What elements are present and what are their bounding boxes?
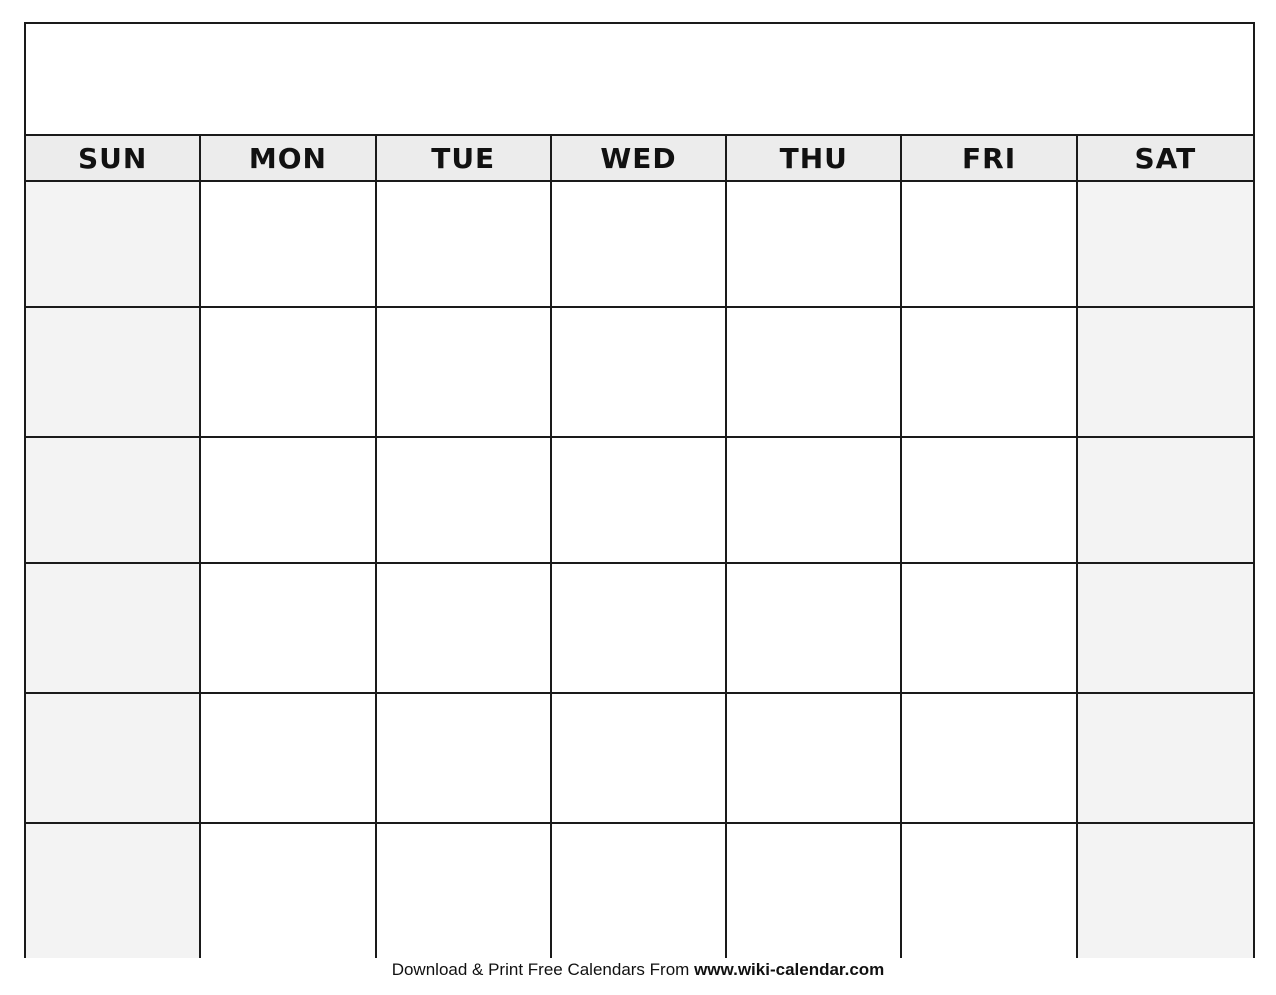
day-cell	[1078, 308, 1253, 438]
day-cell	[552, 694, 727, 824]
day-cell	[1078, 824, 1253, 958]
day-cell	[377, 694, 552, 824]
day-cell	[727, 438, 902, 564]
day-cell	[26, 694, 201, 824]
day-cell	[377, 308, 552, 438]
calendar-grid	[26, 136, 1253, 956]
day-header-mon: MON	[201, 136, 376, 182]
day-cell	[727, 182, 902, 308]
footer-site-link[interactable]: www.wiki-calendar.com	[694, 960, 885, 979]
day-cell	[26, 308, 201, 438]
day-cell	[902, 438, 1077, 564]
day-cell	[26, 182, 201, 308]
day-cell	[377, 182, 552, 308]
day-cell	[902, 694, 1077, 824]
day-cell	[1078, 182, 1253, 308]
day-header-fri: FRI	[902, 136, 1077, 182]
day-cell	[377, 438, 552, 564]
footer	[0, 960, 1276, 980]
day-cell	[201, 438, 376, 564]
day-cell	[26, 824, 201, 958]
day-header-tue: TUE	[377, 136, 552, 182]
day-cell	[26, 564, 201, 694]
day-cell	[1078, 694, 1253, 824]
day-cell	[1078, 564, 1253, 694]
day-cell	[201, 182, 376, 308]
calendar-title-area	[26, 24, 1253, 136]
day-cell	[552, 824, 727, 958]
day-cell	[727, 824, 902, 958]
day-cell	[201, 308, 376, 438]
day-cell	[201, 564, 376, 694]
day-header-thu: THU	[727, 136, 902, 182]
day-cell	[552, 564, 727, 694]
day-cell	[727, 308, 902, 438]
day-header-wed: WED	[552, 136, 727, 182]
footer-text: Download & Print Free Calendars From	[391, 960, 690, 979]
day-cell	[201, 824, 376, 958]
day-cell	[727, 694, 902, 824]
day-cell	[727, 564, 902, 694]
day-cell	[377, 564, 552, 694]
day-cell	[26, 438, 201, 564]
day-cell	[552, 182, 727, 308]
day-cell	[902, 824, 1077, 958]
day-header-sun: SUN	[26, 136, 201, 182]
day-cell	[552, 308, 727, 438]
day-cell	[377, 824, 552, 958]
day-cell	[902, 182, 1077, 308]
day-header-sat: SAT	[1078, 136, 1253, 182]
day-cell	[902, 308, 1077, 438]
day-cell	[201, 694, 376, 824]
day-cell	[552, 438, 727, 564]
day-cell	[902, 564, 1077, 694]
calendar	[24, 22, 1255, 958]
day-cell	[1078, 438, 1253, 564]
